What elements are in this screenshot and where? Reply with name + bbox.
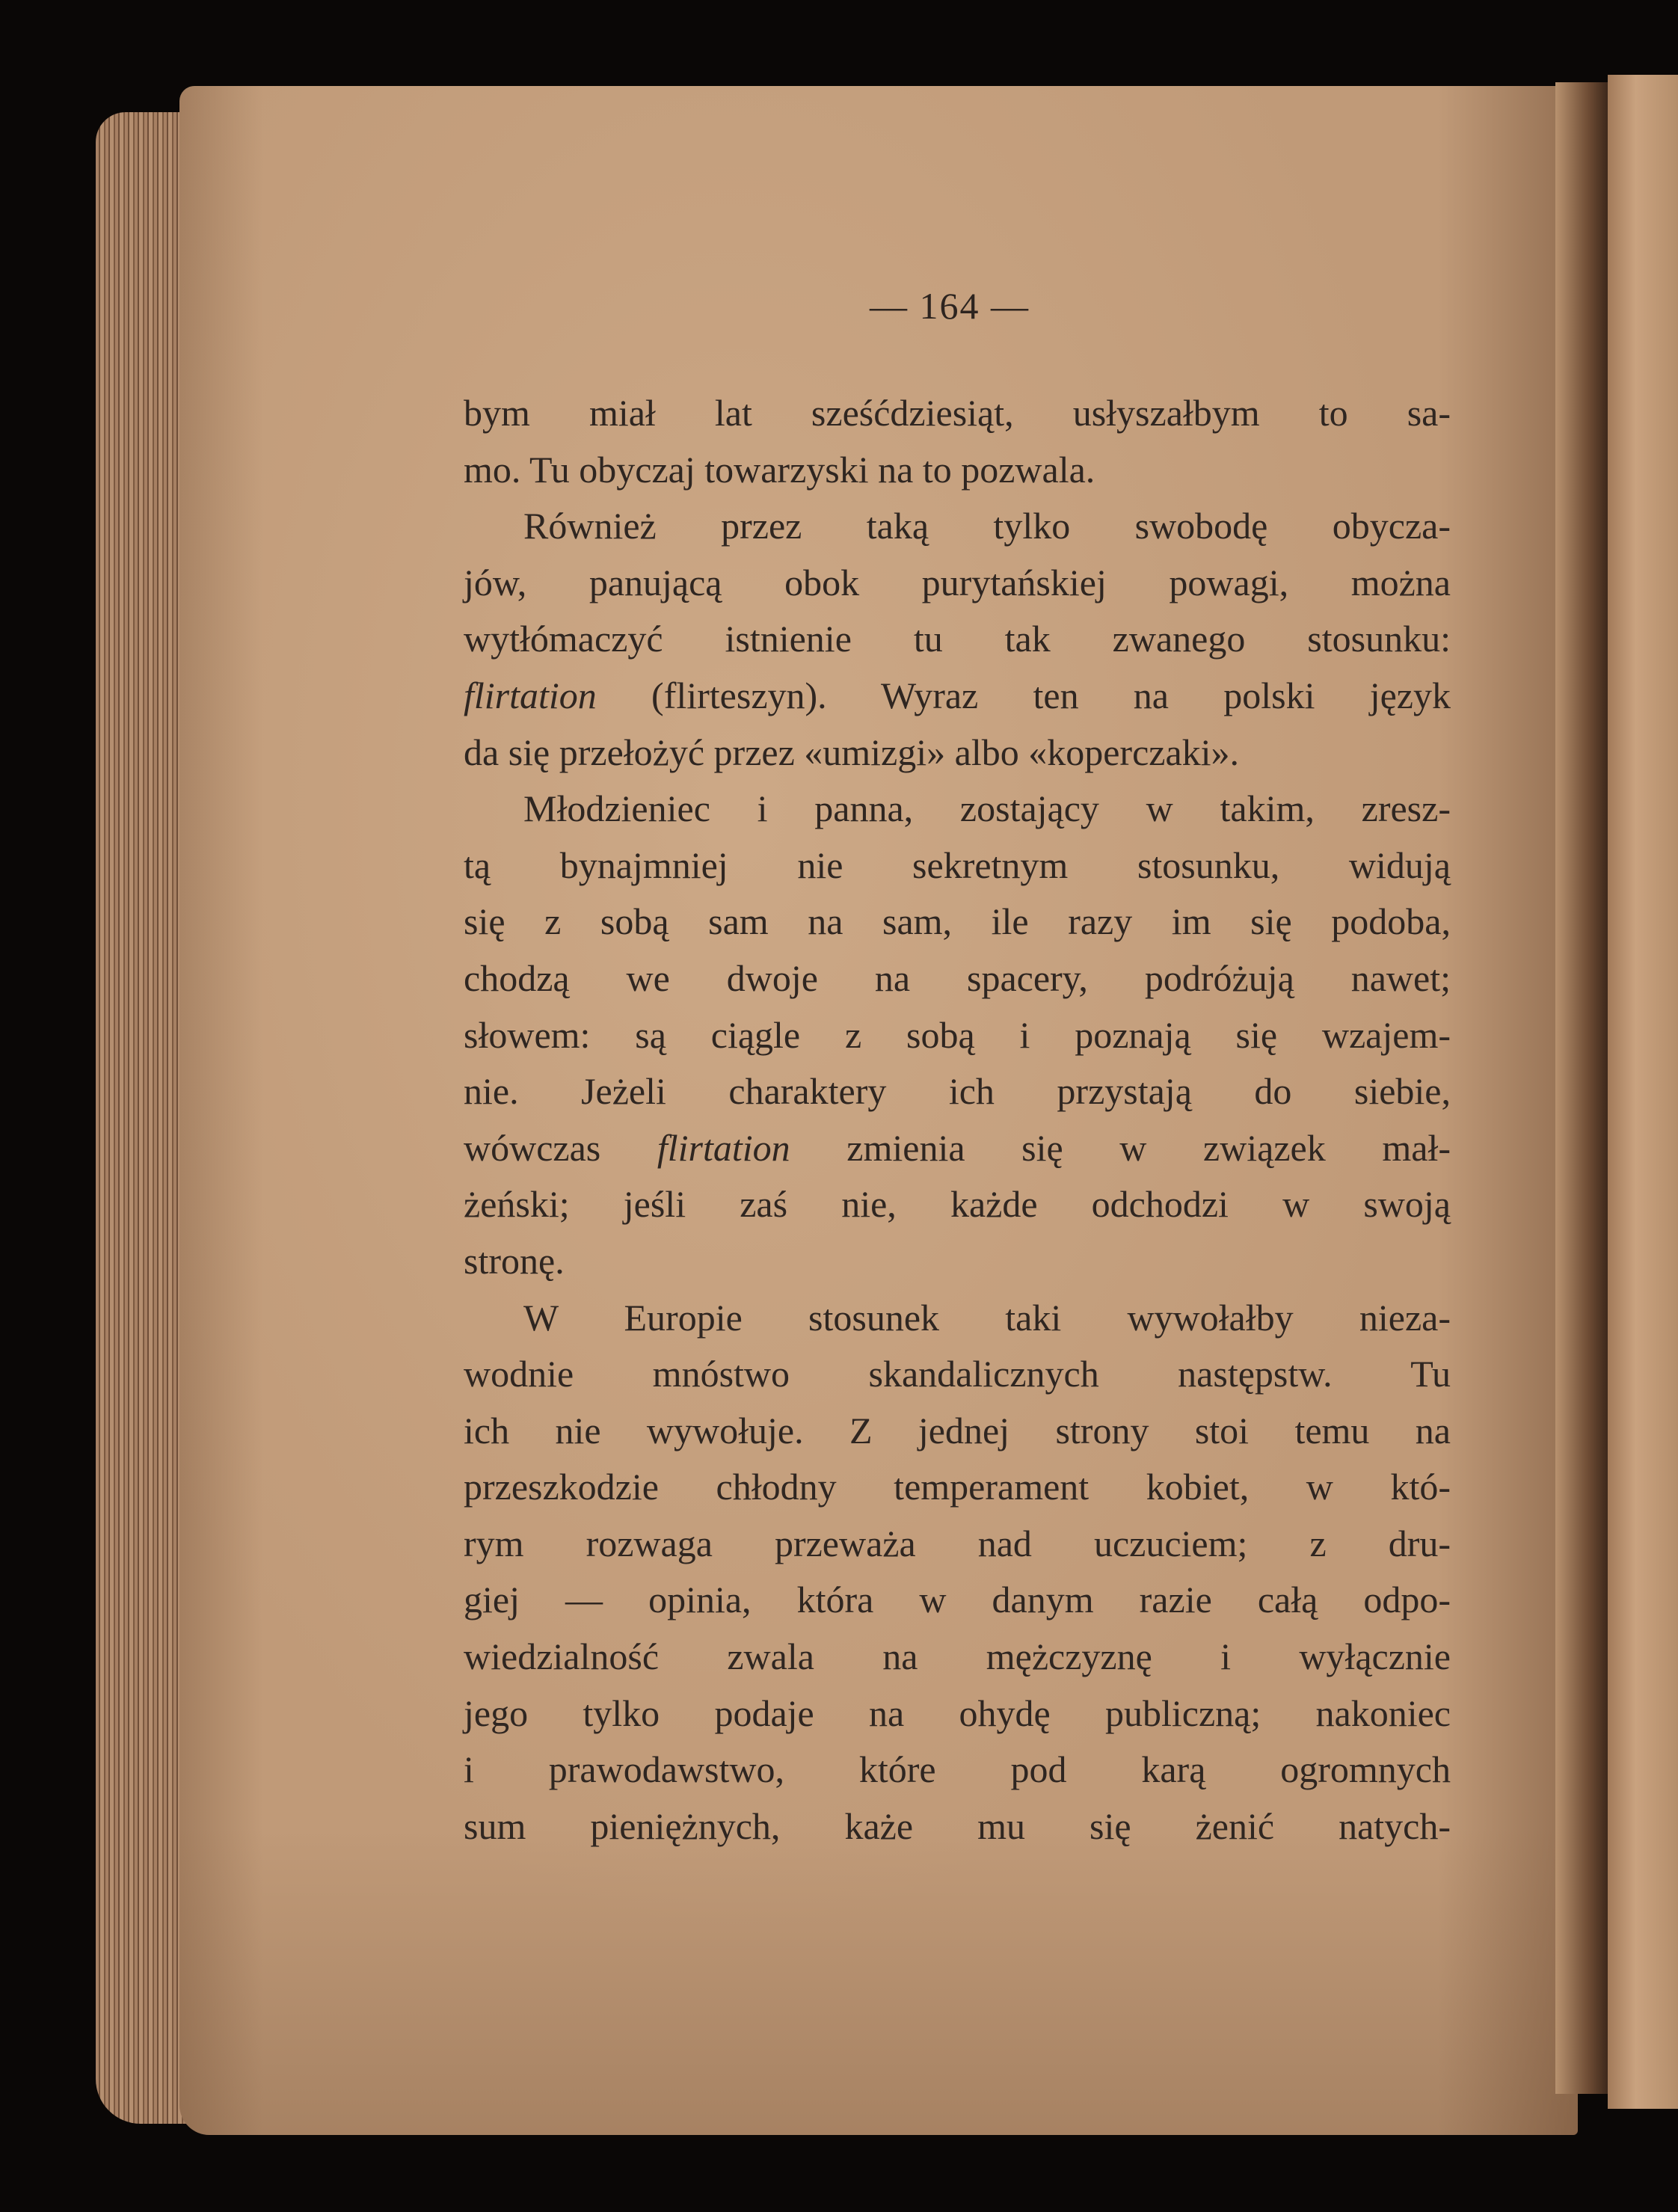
italic-term: flirtation <box>657 1126 790 1169</box>
text-line: mo. Tu obyczaj towarzyski na to pozwala. <box>464 448 1095 491</box>
text-line: W Europie stosunek taki wywołałby nieza- <box>523 1296 1451 1339</box>
page-number: — 164 — <box>870 285 1030 327</box>
text-line: wiedzialność zwala na mężczyznę i wyłącznie <box>464 1635 1451 1678</box>
text-line: da się przełożyć przez «umizgi» albo «koperczaki». <box>464 731 1240 773</box>
text-line: sum pieniężnych, każe mu się żenić natych- <box>464 1804 1451 1847</box>
text-line: i prawodawstwo, które pod karą ogromnych <box>464 1748 1451 1791</box>
text-line: giej — opinia, która w danym razie całą odpo- <box>464 1579 1451 1621</box>
book-gutter <box>1555 82 1615 2094</box>
text-line: słowem: są ciągle z sobą i poznają się wzajem- <box>464 1013 1451 1056</box>
text-line: ich nie wywołuje. Z jednej strony stoi temu na <box>464 1409 1451 1451</box>
italic-term: flirtation <box>464 674 597 716</box>
text-line: Również przez taką tylko swobodę obycza- <box>523 505 1451 547</box>
text-line: wodnie mnóstwo skandalicznych następstw. Tu <box>464 1353 1451 1395</box>
text-line: bym miał lat sześćdziesiąt, usłyszałbym to sa- <box>464 392 1451 434</box>
text-line: wówczas flirtation zmienia się w związek mał- <box>464 1126 1451 1169</box>
text-line: jów, panującą obok purytańskiej powagi, można <box>464 561 1451 603</box>
text-line: Młodzieniec i panna, zostający w takim, zresz- <box>523 787 1451 830</box>
text-line: żeński; jeśli zaś nie, każde odchodzi w swoją <box>464 1183 1451 1226</box>
text-line: tą bynajmniej nie sekretnym stosunku, widują <box>464 844 1451 886</box>
text-line: chodzą we dwoje na spacery, podróżują nawet; <box>464 956 1451 999</box>
next-page-edge <box>1608 75 1678 2109</box>
text-line: przeszkodzie chłodny temperament kobiet, w któ- <box>464 1466 1451 1508</box>
text-line: rym rozwaga przeważa nad uczuciem; z dru- <box>464 1522 1451 1564</box>
text-line: się z sobą sam na sam, ile razy im się podoba, <box>464 900 1451 943</box>
text-line: jego tylko podaje na ohydę publiczną; nakoniec <box>464 1692 1451 1734</box>
page-body-text <box>464 385 1451 1855</box>
text-line: wytłómaczyć istnienie tu tak zwanego stosunku: <box>464 618 1451 660</box>
text-line: nie. Jeżeli charaktery ich przystają do siebie, <box>464 1070 1451 1113</box>
text-line: flirtation (flirteszyn). Wyraz ten na polski język <box>464 674 1451 716</box>
text-line: stronę. <box>464 1239 565 1282</box>
